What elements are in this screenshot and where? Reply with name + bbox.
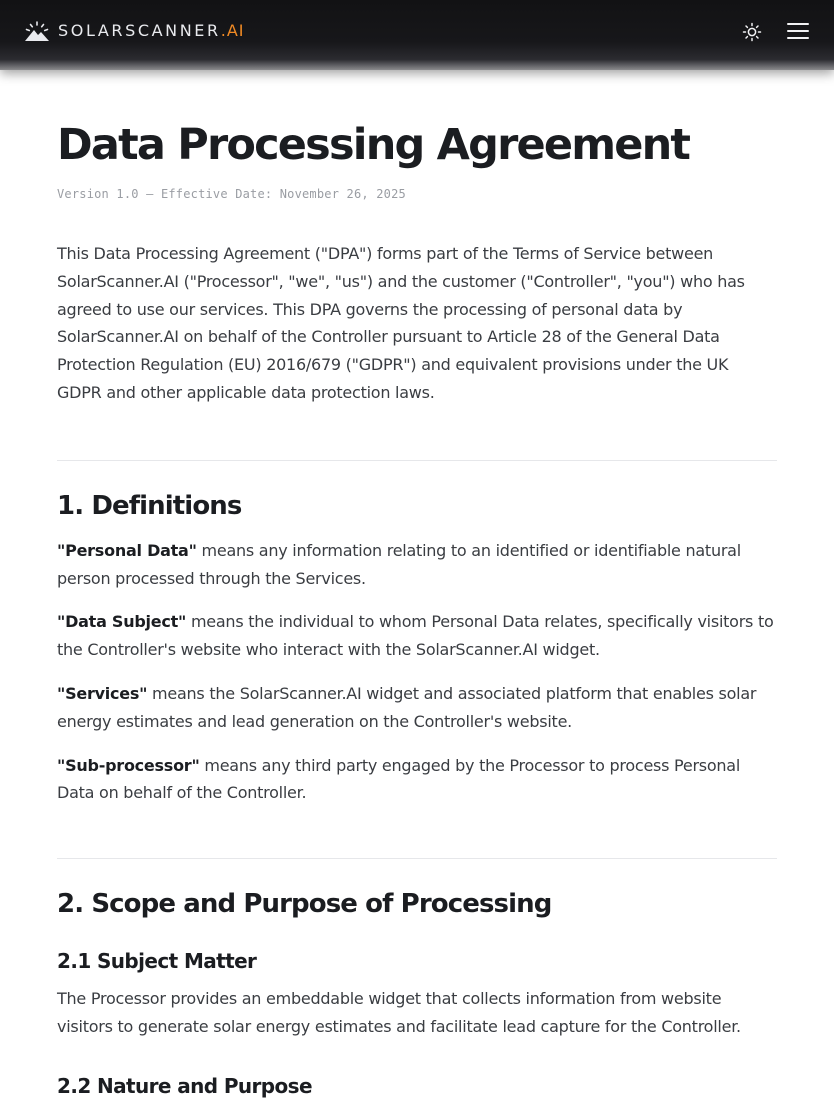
- definition-term: "Services": [57, 683, 148, 703]
- subject-matter-paragraph: The Processor provides an embeddable widget that collects information from website visitors to generate solar energy estimates and facilitate lead capture for the Controller.: [57, 989, 741, 1036]
- definition-text: means the SolarScanner.AI widget and associated platform that enables solar energy estimates and lead generation on the Controller's website.: [57, 683, 757, 731]
- definition-term: "Personal Data": [57, 540, 197, 560]
- definition-term: "Sub-processor": [57, 755, 200, 775]
- top-navigation-bar: [0, 0, 834, 70]
- definition-text: means any third party engaged by the Processor to process Personal Data on behalf of the Controller.: [57, 755, 741, 803]
- definition-personal-data: [57, 537, 777, 593]
- menu-line: [787, 23, 809, 25]
- subsection-heading-subject-matter: 2.1 Subject Matter: [57, 949, 257, 974]
- definition-services: [57, 680, 777, 736]
- version-line: Version 1.0 — Effective Date: November 26, 2025: [57, 187, 406, 201]
- page-title: Data Processing Agreement: [57, 120, 690, 170]
- brand-logo[interactable]: [24, 20, 244, 42]
- brand-name-main: SOLARSCANNER: [58, 21, 221, 40]
- section-heading-definitions: 1. Definitions: [57, 490, 242, 521]
- sunrise-mountain-icon: [24, 20, 50, 42]
- definition-sub-processor: [57, 752, 777, 808]
- definition-data-subject: [57, 608, 777, 664]
- hamburger-menu-icon[interactable]: [787, 23, 809, 41]
- brand-name-suffix: .AI: [220, 21, 245, 40]
- definition-text: means any information relating to an identified or identifiable natural person processed through the Services.: [57, 540, 741, 588]
- subsection-heading-nature-purpose: 2.2 Nature and Purpose: [57, 1073, 312, 1098]
- section-divider: [57, 858, 777, 859]
- document-content: [57, 118, 777, 1099]
- definition-text: means the individual to whom Personal Data relates, specifically visitors to the Controller's website who interact with the SolarScanner.AI widget.: [57, 612, 774, 660]
- menu-line: [787, 30, 809, 32]
- brand-name: [58, 20, 244, 42]
- definition-term: "Data Subject": [57, 612, 187, 632]
- section-divider: [57, 460, 777, 461]
- section-heading-scope: 2. Scope and Purpose of Processing: [57, 889, 552, 920]
- sun-icon[interactable]: [742, 22, 762, 42]
- intro-paragraph: This Data Processing Agreement ("DPA") forms part of the Terms of Service between SolarScanner.AI ("Processor", "we", "us") and the customer ("Controller", "you") who has agreed to use our services. This DPA governs the processing of personal data by SolarScanner.AI on behalf of the Controller pursuant to Article 28 of the General Data Protection Regulation (EU) 2016/679 ("GDPR") and equivalent provisions under the UK GDPR and other applicable data protection laws.: [57, 244, 745, 402]
- menu-line: [787, 37, 809, 39]
